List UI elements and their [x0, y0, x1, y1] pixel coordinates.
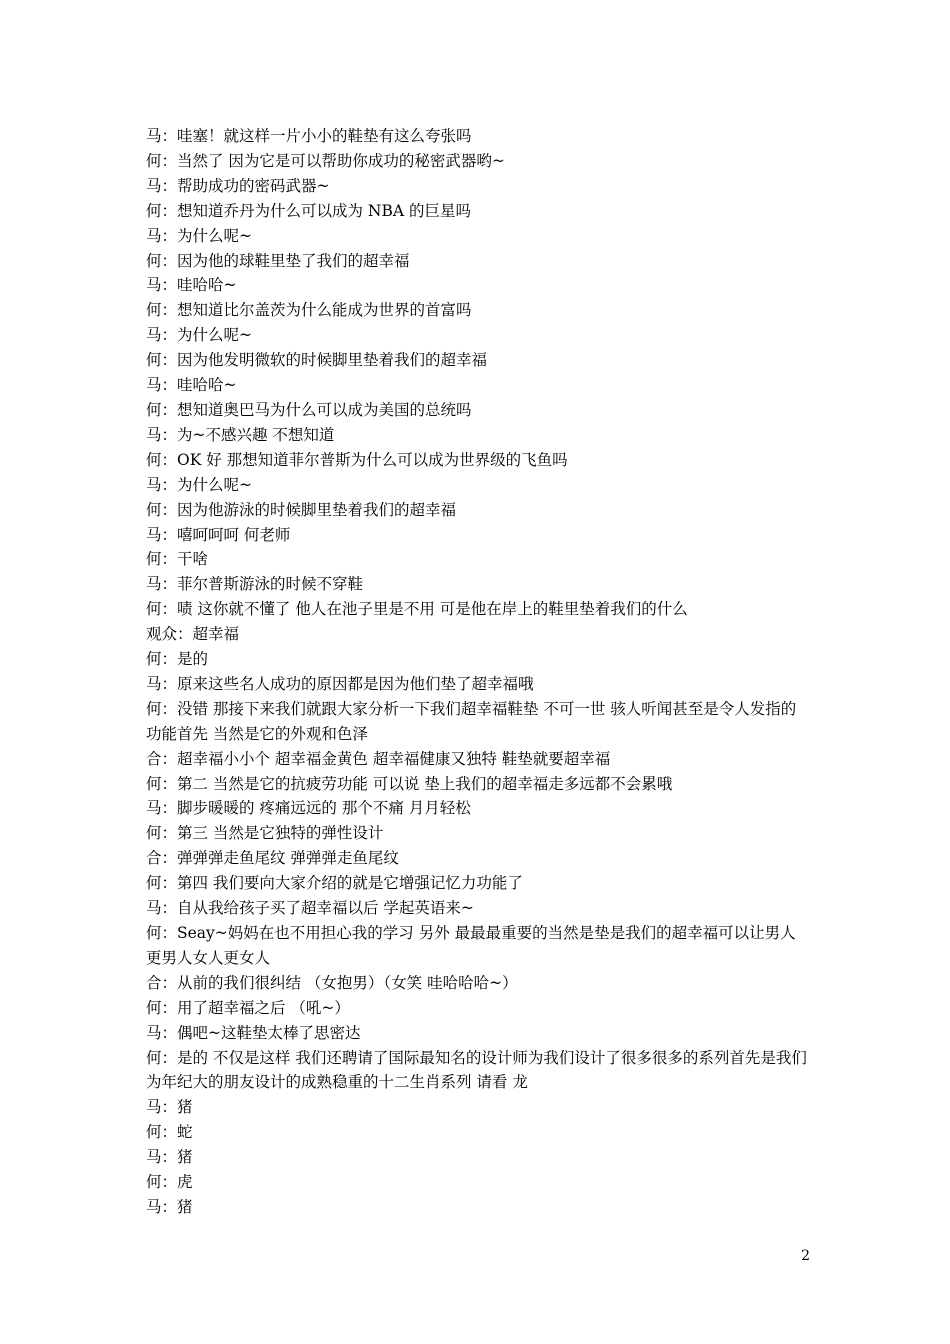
script-dialogue — [146, 124, 810, 1220]
dialogue-line: 何：因为他发明微软的时候脚里垫着我们的超幸福 — [146, 351, 488, 370]
dialogue-line: 马：猪 — [146, 1197, 193, 1216]
dialogue-line: 合：超幸福小小个 超幸福金黄色 超幸福健康又独特 鞋垫就要超幸福 — [146, 749, 611, 768]
dialogue-line: 马：为什么呢~ — [146, 475, 252, 494]
dialogue-line: 何：Seay~妈妈在也不用担心我的学习 另外 最最最重要的当然是垫是我们的超幸福可以让男人更男人女人更女人 — [146, 924, 796, 967]
dialogue-line: 何：因为他游泳的时候脚里垫着我们的超幸福 — [146, 500, 457, 519]
dialogue-line: 何：虎 — [146, 1173, 193, 1192]
dialogue-line: 马：为~不感兴趣 不想知道 — [146, 425, 335, 444]
dialogue-line: 何：是的 不仅是这样 我们还聘请了国际最知名的设计师为我们设计了很多很多的系列首先是我们为年纪大的朋友设计的成熟稳重的十二生肖系列 请看 龙 — [146, 1048, 807, 1092]
dialogue-line: 合：弹弹弹走鱼尾纹 弹弹弹走鱼尾纹 — [146, 849, 399, 868]
dialogue-line: 马：偶吧~这鞋垫太棒了思密达 — [146, 1023, 361, 1042]
dialogue-line: 合：从前的我们很纠结 （女抱男）（女笑 哇哈哈哈~） — [146, 973, 518, 992]
dialogue-line: 何：没错 那接下来我们就跟大家分析一下我们超幸福鞋垫 不可一世 骇人听闻甚至是令人发指的功能首先 当然是它的外观和色泽 — [146, 699, 797, 743]
dialogue-line: 何：想知道乔丹为什么可以成为 NBA 的巨星吗 — [146, 201, 472, 220]
dialogue-line: 何：干啥 — [146, 550, 209, 569]
dialogue-line: 何：第四 我们要向大家介绍的就是它增强记忆力功能了 — [146, 874, 523, 893]
dialogue-line: 何：第三 当然是它独特的弹性设计 — [146, 824, 384, 843]
page-number: 2 — [801, 1248, 810, 1264]
dialogue-line: 马：嘻呵呵呵 何老师 — [146, 525, 291, 544]
dialogue-line: 何：用了超幸福之后 （吼~） — [146, 998, 350, 1017]
dialogue-line: 马：哇塞！就这样一片小小的鞋垫有这么夸张吗 — [146, 127, 472, 145]
dialogue-line: 马：为什么呢~ — [146, 326, 252, 345]
dialogue-line: 何：蛇 — [146, 1123, 193, 1142]
dialogue-line: 马：猪 — [146, 1148, 193, 1167]
dialogue-line: 马：哇哈哈~ — [146, 276, 237, 295]
dialogue-line: 观众：超幸福 — [146, 625, 240, 644]
dialogue-line: 马：菲尔普斯游泳的时候不穿鞋 — [146, 575, 364, 594]
dialogue-line: 马：为什么呢~ — [146, 226, 252, 245]
dialogue-line: 何：OK 好 那想知道菲尔普斯为什么可以成为世界级的飞鱼吗 — [146, 450, 568, 469]
dialogue-line: 何：第二 当然是它的抗疲劳功能 可以说 垫上我们的超幸福走多远都不会累哦 — [146, 774, 673, 793]
dialogue-line: 何：因为他的球鞋里垫了我们的超幸福 — [146, 251, 410, 270]
dialogue-line: 马：帮助成功的密码武器~ — [146, 176, 330, 195]
dialogue-line: 马：脚步暖暖的 疼痛远远的 那个不痛 月月轻松 — [146, 799, 471, 818]
dialogue-line: 何：当然了 因为它是可以帮助你成功的秘密武器哟~ — [146, 151, 505, 170]
dialogue-line: 马：哇哈哈~ — [146, 376, 237, 395]
dialogue-line: 何：是的 — [146, 650, 209, 669]
dialogue-line: 马：自从我给孩子买了超幸福以后 学起英语来~ — [146, 899, 474, 918]
dialogue-line: 何：想知道奥巴马为什么可以成为美国的总统吗 — [146, 400, 472, 419]
dialogue-line: 马：猪 — [146, 1098, 193, 1117]
dialogue-line: 马：原来这些名人成功的原因都是因为他们垫了超幸福哦 — [146, 674, 534, 693]
dialogue-line: 何：啧 这你就不懂了 他人在池子里是不用 可是他在岸上的鞋里垫着我们的什么 — [146, 600, 688, 619]
dialogue-line: 何：想知道比尔盖茨为什么能成为世界的首富吗 — [146, 301, 472, 320]
